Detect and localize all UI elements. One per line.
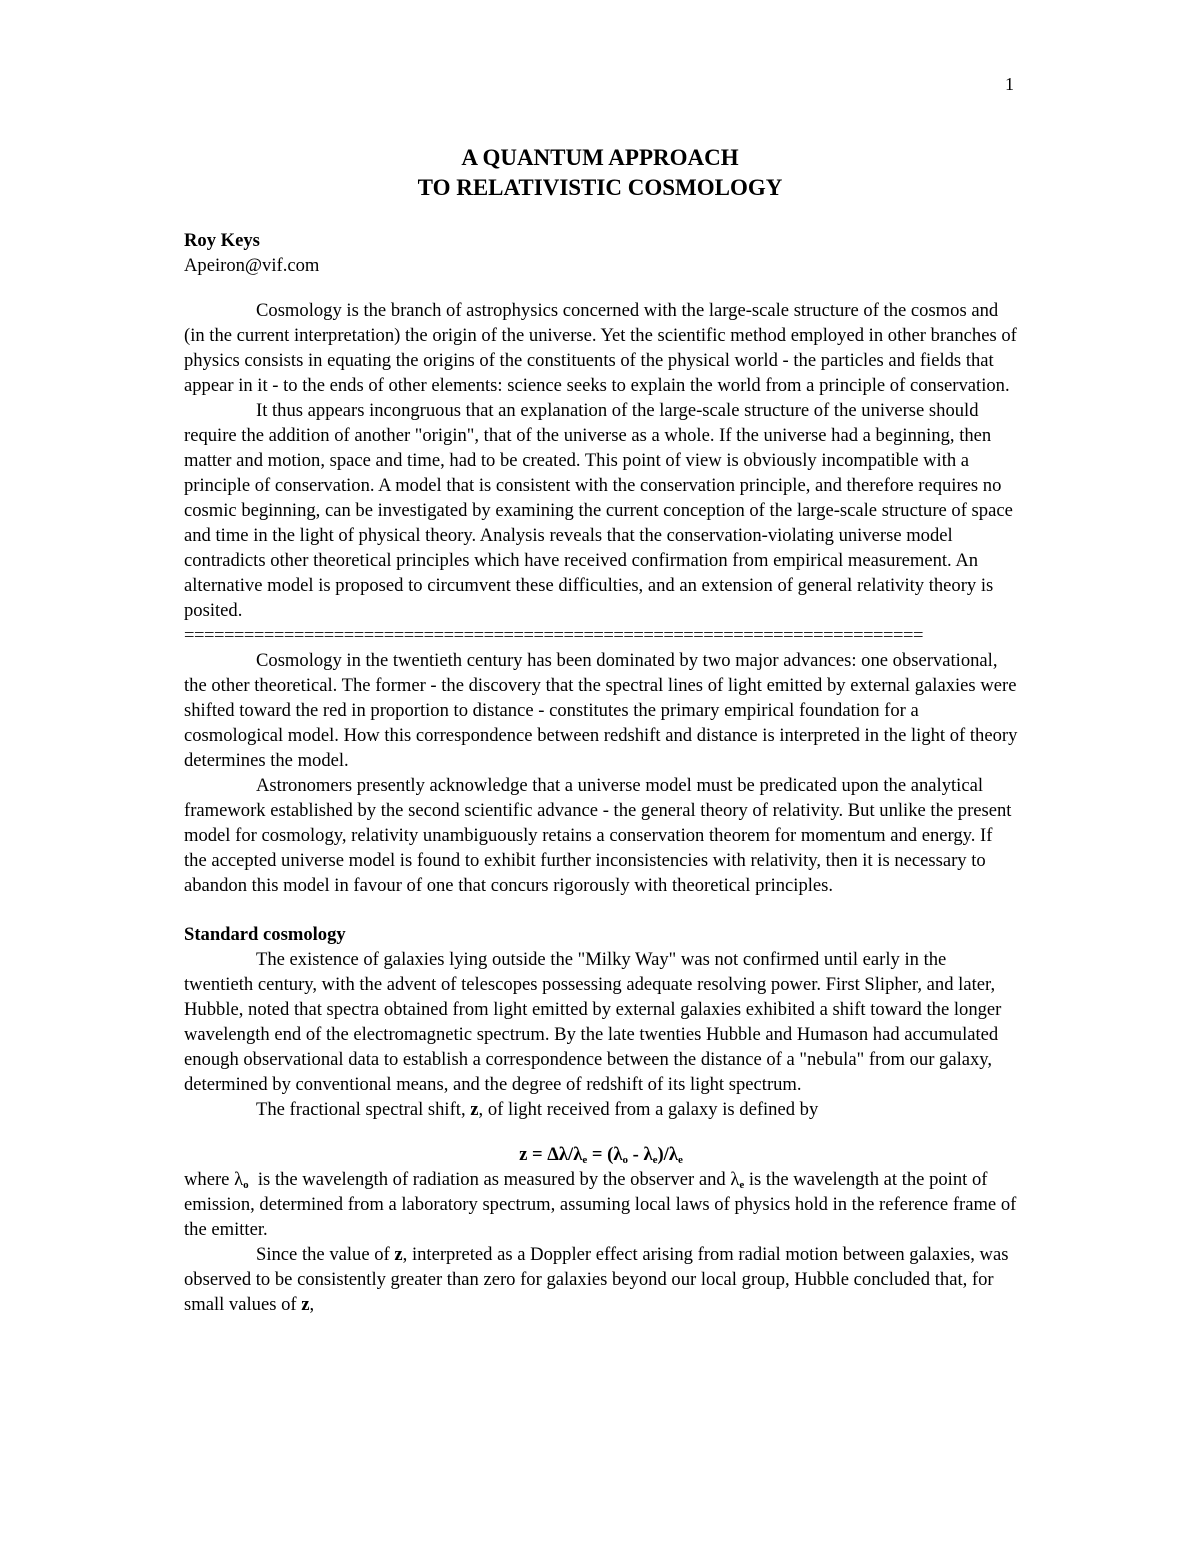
title-line-2: TO RELATIVISTIC COSMOLOGY <box>417 175 783 200</box>
variable-z: z <box>394 1244 403 1265</box>
equation-subscript: e <box>652 1154 658 1166</box>
section-paragraph-1: The existence of galaxies lying outside the "Milky Way" was not confirmed until early in the twentieth century, with the advent of telescopes possessing adequate resolving power. First Slipher, and later, Hubble, noted that spectra obtained from light emitted by external galaxies exhibited a shift toward the longer wavelength end of the electromagnetic spectrum. By the late twenties Hubble and Humason had accumulated enough observational data to establish a correspondence between the distance of a "nebula" from our galaxy, determined by conventional means, and the degree of redshift of its light spectrum. <box>184 949 1002 1095</box>
section-paragraph-4 <box>184 1242 1018 1317</box>
equation-subscript: e <box>677 1154 683 1166</box>
equation-part: )/λ <box>657 1144 678 1165</box>
section-paragraph-2 <box>184 1097 1018 1122</box>
lambda-symbol: λ <box>730 1169 740 1190</box>
separator-line: ========================================================================== <box>184 625 923 646</box>
section-paragraph-3 <box>184 1167 1018 1242</box>
equation-part: - λ <box>627 1144 653 1165</box>
intro-paragraph-1: Cosmology in the twentieth century has been dominated by two major advances: one observational, the other theoretical. The former - the discovery that the spectral lines of light emitted by external galaxies were shifted toward the red in proportion to distance - constitutes the primary empirical foundation for a cosmological model. How this correspondence between redshift and distance is interpreted in the light of theory determines the model. <box>184 650 1018 771</box>
text-run: Since the value of <box>256 1244 395 1265</box>
abstract-paragraph-2: It thus appears incongruous that an explanation of the large-scale structure of the universe should require the addition of another "origin", that of the universe as a whole. If the universe had a beginning, then matter and motion, space and time, had to be created. This point of view is obviously incompatible with a principle of conservation. A model that is consistent with the conservation principle, and therefore requires no cosmic beginning, can be investigated by examining the current conception of the large-scale structure of space and time in the light of physical theory. Analysis reveals that the conservation-violating universe model contradicts other theoretical principles which have received confirmation from empirical measurement. An alternative model is proposed to circumvent these difficulties, and an extension of general relativity theory is posited. <box>184 400 1013 621</box>
equation-part: = (λ <box>587 1144 623 1165</box>
subscript-e: e <box>739 1179 745 1191</box>
equation-subscript: e <box>582 1154 588 1166</box>
intro-paragraph-2: Astronomers presently acknowledge that a universe model must be predicated upon the analytical framework established by the second scientific advance - the general theory of relativity. But unlike the present model for cosmology, relativity unambiguously retains a conservation theorem for momentum and energy. If the accepted universe model is found to exhibit further inconsistencies with relativity, then it is necessary to abandon this model in favour of one that concurs rigorously with theoretical principles. <box>184 775 1012 896</box>
text-run: , interpreted as a Doppler effect arising from radial motion between galaxies, was observed to be consistently greater than zero for galaxies beyond our local group, Hubble concluded that, for small values of <box>184 1244 1009 1315</box>
title-line-1: A QUANTUM APPROACH <box>461 145 739 170</box>
lambda-symbol: λ <box>234 1169 244 1190</box>
spacer <box>184 278 1018 298</box>
subscript-o: o <box>243 1179 249 1191</box>
equation-part: z = Δλ/λ <box>519 1144 583 1165</box>
variable-z: z <box>301 1294 310 1315</box>
redshift-equation <box>184 1142 1018 1167</box>
author-email: Apeiron@vif.com <box>184 255 320 276</box>
text-run: is the wavelength of radiation as measured by the observer and <box>248 1169 731 1190</box>
text-run: is the wavelength at the point of emission, determined from a laboratory spectrum, assuming local laws of physics hold in the reference frame of the emitter. <box>184 1169 1017 1240</box>
text-run: where <box>184 1169 235 1190</box>
text-run: The fractional spectral shift, <box>256 1099 471 1120</box>
variable-z: z <box>470 1099 479 1120</box>
abstract-paragraph-1: Cosmology is the branch of astrophysics concerned with the large-scale structure of the cosmos and (in the current interpretation) the origin of the universe. Yet the scientific method employed in other branches of physics consists in equating the origins of the constituents of the physical world - the particles and fields that appear in it - to the ends of other elements: science seeks to explain the world from a principle of conservation. <box>184 300 1017 396</box>
page-number: 1 <box>1005 74 1014 94</box>
text-run: , of light received from a galaxy is defined by <box>478 1099 819 1120</box>
equation-subscript: o <box>622 1154 628 1166</box>
paper-title <box>0 143 1200 203</box>
section-heading: Standard cosmology <box>184 924 346 945</box>
text-run: , <box>309 1294 315 1315</box>
paper-body <box>184 228 1018 1317</box>
author-name: Roy Keys <box>184 230 260 251</box>
